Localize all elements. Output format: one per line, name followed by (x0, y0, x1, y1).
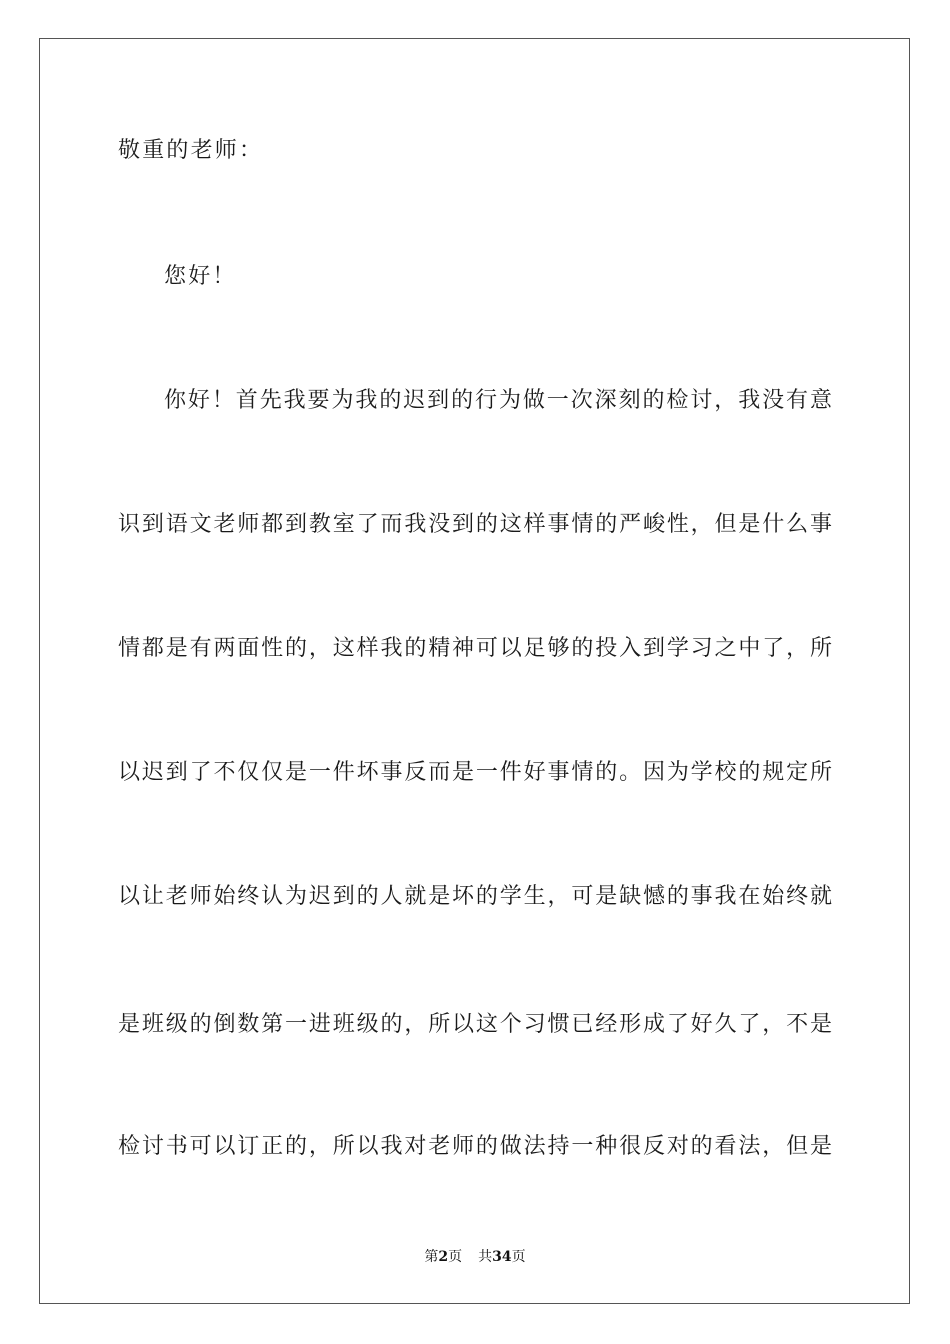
page-number: 2 (438, 1249, 449, 1265)
total-suffix: 页 (511, 1249, 526, 1265)
page-border (39, 38, 910, 1304)
total-pages: 34 (492, 1249, 512, 1265)
body-line-1: 你好！首先我要为我的迟到的行为做一次深刻的检讨，我没有意 (164, 388, 832, 413)
salutation: 敬重的老师： (118, 138, 264, 163)
body-line-4: 以迟到了不仅仅是一件坏事反而是一件好事情的。因为学校的规定所 (118, 760, 832, 785)
body-line-5: 以让老师始终认为迟到的人就是坏的学生，可是缺憾的事我在始终就 (118, 884, 832, 909)
page-footer (0, 1247, 950, 1267)
body-line-3: 情都是有两面性的，这样我的精神可以足够的投入到学习之中了，所 (118, 636, 832, 661)
page-prefix: 第 (424, 1249, 439, 1265)
body-line-6: 是班级的倒数第一进班级的，所以这个习惯已经形成了好久了，不是 (118, 1012, 832, 1037)
greeting: 您好！ (164, 264, 237, 289)
body-line-7: 检讨书可以订正的，所以我对老师的做法持一种很反对的看法，但是 (118, 1134, 832, 1159)
page-suffix: 页 (448, 1249, 463, 1265)
total-prefix: 共 (478, 1249, 493, 1265)
body-line-2: 识到语文老师都到教室了而我没到的这样事情的严峻性，但是什么事 (118, 512, 832, 537)
